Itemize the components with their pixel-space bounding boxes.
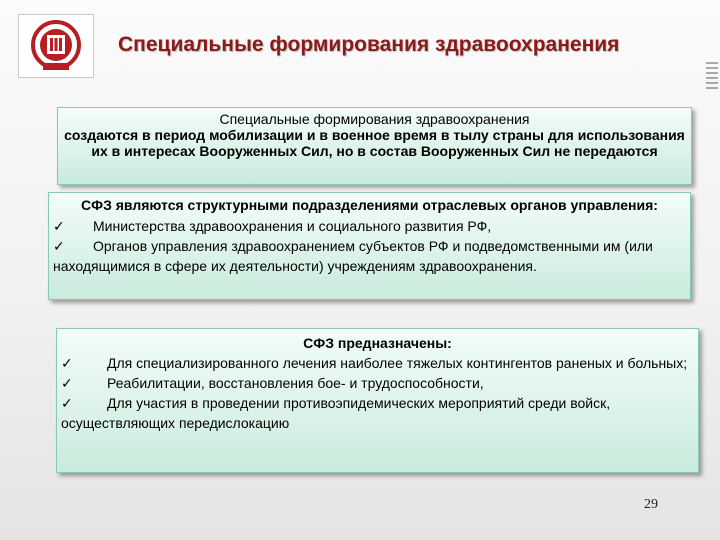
slide-title: Специальные формирования здравоохранения [118, 33, 620, 56]
page-number: 29 [644, 497, 658, 512]
purpose-heading: СФЗ предназначены: [303, 335, 452, 351]
checkmark-icon: ✓ [61, 375, 73, 391]
list-item-text: Для специализированного лечения наиболее тяжелых контингентов раненых и больных; [107, 355, 688, 371]
list-item [57, 353, 698, 373]
list-item-text: Министерства здравоохранения и социального развития РФ, [93, 218, 492, 234]
checkmark-icon: ✓ [61, 395, 73, 411]
info-box-structure [48, 192, 691, 300]
list-item-text: Реабилитации, восстановления бое- и трудоспособности, [107, 375, 484, 391]
decorative-lines [706, 62, 718, 92]
list-item-text: Органов управления здравоохранением субъектов РФ и подведомственными им (или находящимися в сфере их деятельности) учреждениям здравоохранения. [53, 238, 653, 274]
list-item [57, 373, 698, 393]
info-box-definition [57, 107, 692, 185]
list-item [49, 236, 690, 276]
info-box-purpose [56, 328, 699, 473]
checkmark-icon: ✓ [53, 218, 65, 234]
definition-heading: Специальные формирования здравоохранения [219, 111, 530, 127]
list-item [49, 216, 690, 236]
definition-text: создаются в период мобилизации и в военное время в тылу страны для использования их в интересах Вооруженных Сил, но в состав Вооруженных Сил не передаются [64, 127, 685, 159]
list-item-text: Для участия в проведении противоэпидемических мероприятий среди войск, осуществляющих передислокацию [61, 395, 611, 431]
university-emblem-icon [18, 14, 94, 78]
checkmark-icon: ✓ [53, 238, 65, 254]
checkmark-icon: ✓ [61, 355, 73, 371]
list-item [57, 393, 698, 433]
structure-heading: СФЗ являются структурными подразделениями отраслевых органов управления: [81, 197, 658, 213]
